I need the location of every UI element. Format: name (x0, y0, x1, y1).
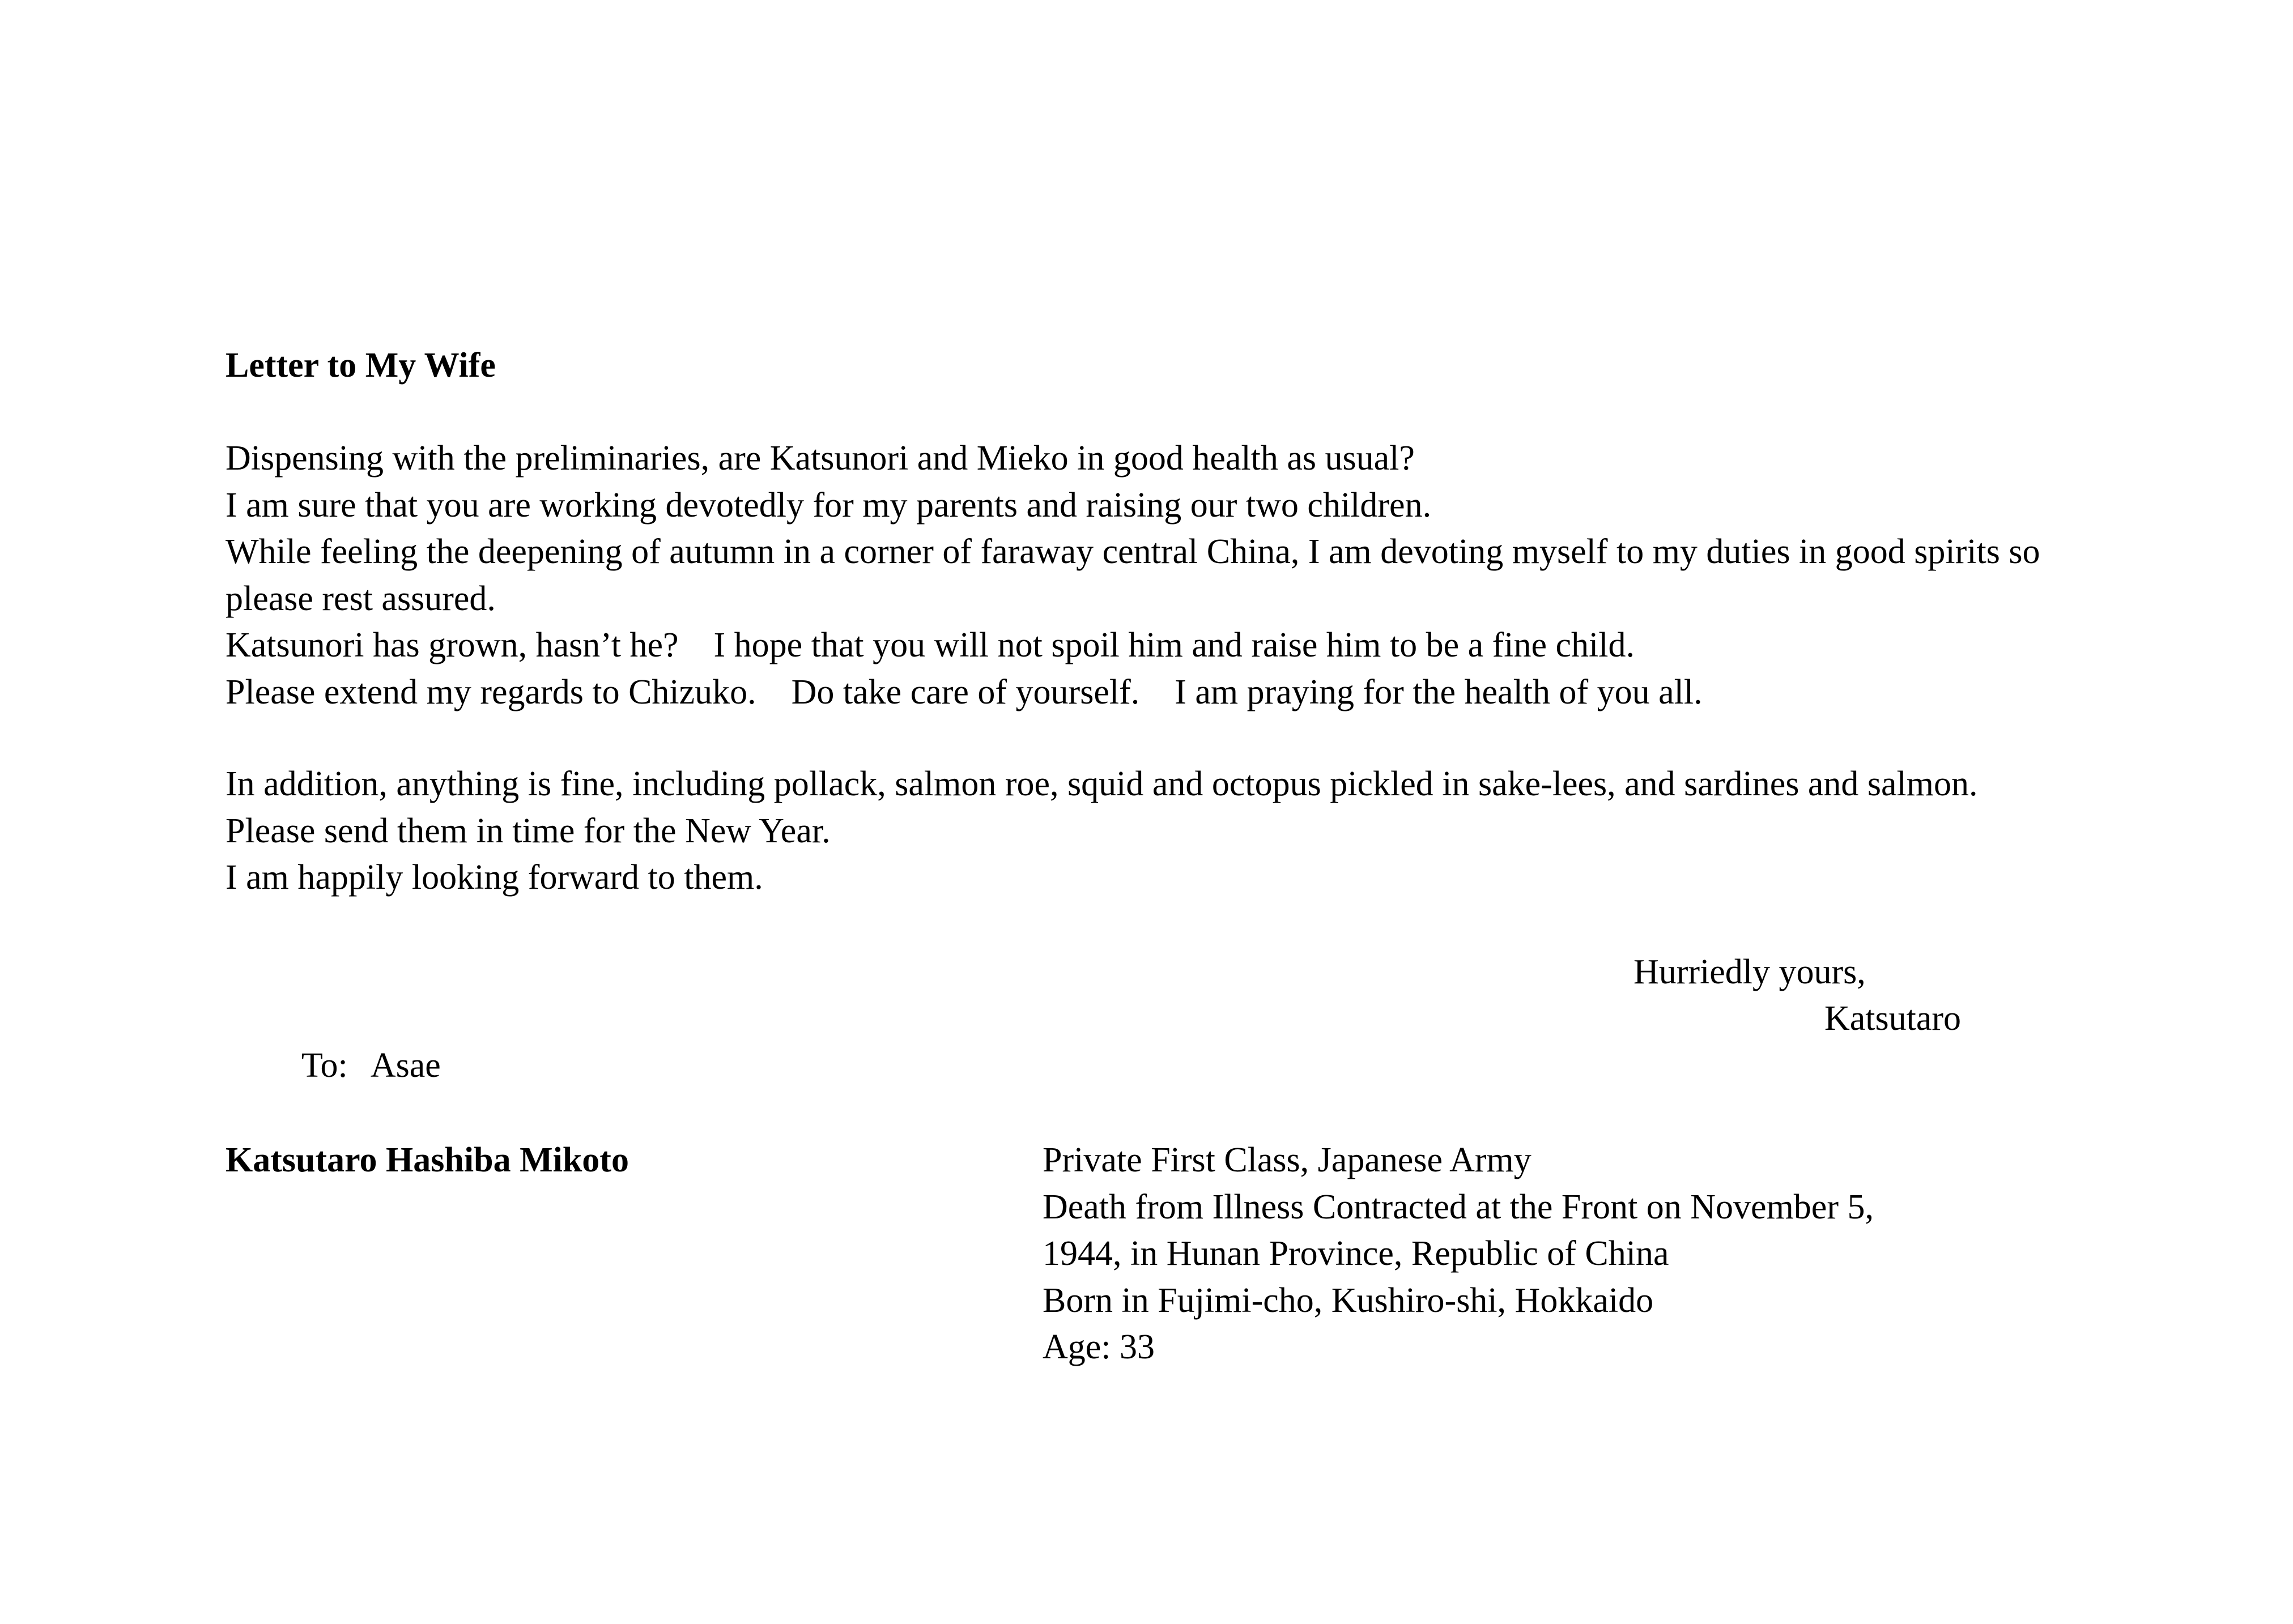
letter-paragraph-main (226, 435, 2090, 715)
to-name: Asae (370, 1046, 441, 1085)
author-name: Katsutaro Hashiba Mikoto (226, 1141, 629, 1179)
letter-line: Please send them in time for the New Year. (226, 811, 831, 850)
author-death-line: Death from Illness Contracted at the Front on November 5, (1043, 1187, 1874, 1226)
author-info (1043, 1137, 2096, 1371)
closing-phrase: Hurriedly yours, (1633, 953, 1866, 991)
letter-line: In addition, anything is fine, including pollack, salmon roe, squid and octopus pickled in sake-lees, and sardines and salmon. (226, 765, 1978, 803)
letter-paragraph-request (226, 761, 2090, 901)
addressee (301, 1042, 441, 1089)
author-birthplace: Born in Fujimi-cho, Kushiro-shi, Hokkaido (1043, 1281, 1654, 1320)
letter-line: Please extend my regards to Chizuko. Do take care of yourself. I am praying for the health of you all. (226, 672, 1703, 711)
author-death-line: 1944, in Hunan Province, Republic of China (1043, 1234, 1669, 1273)
letter-title: Letter to My Wife (226, 346, 496, 385)
letter-line: Dispensing with the preliminaries, are Katsunori and Mieko in good health as usual? (226, 439, 1415, 478)
author-age: Age: 33 (1043, 1328, 1155, 1366)
to-label: To: (301, 1046, 348, 1085)
letter-line: While feeling the deepening of autumn in a corner of faraway central China, I am devoting myself to my duties in good spirits so please rest assured. (226, 532, 2040, 618)
letter-document (226, 0, 2095, 1624)
letter-line: I am happily looking forward to them. (226, 858, 763, 897)
letter-line: I am sure that you are working devotedly for my parents and raising our two children. (226, 485, 1432, 525)
letter-line: Katsunori has grown, hasn’t he? I hope that you will not spoil him and raise him to be a fine child. (226, 626, 1635, 664)
author-rank: Private First Class, Japanese Army (1043, 1141, 1531, 1179)
signature: Katsutaro (1824, 999, 1962, 1038)
